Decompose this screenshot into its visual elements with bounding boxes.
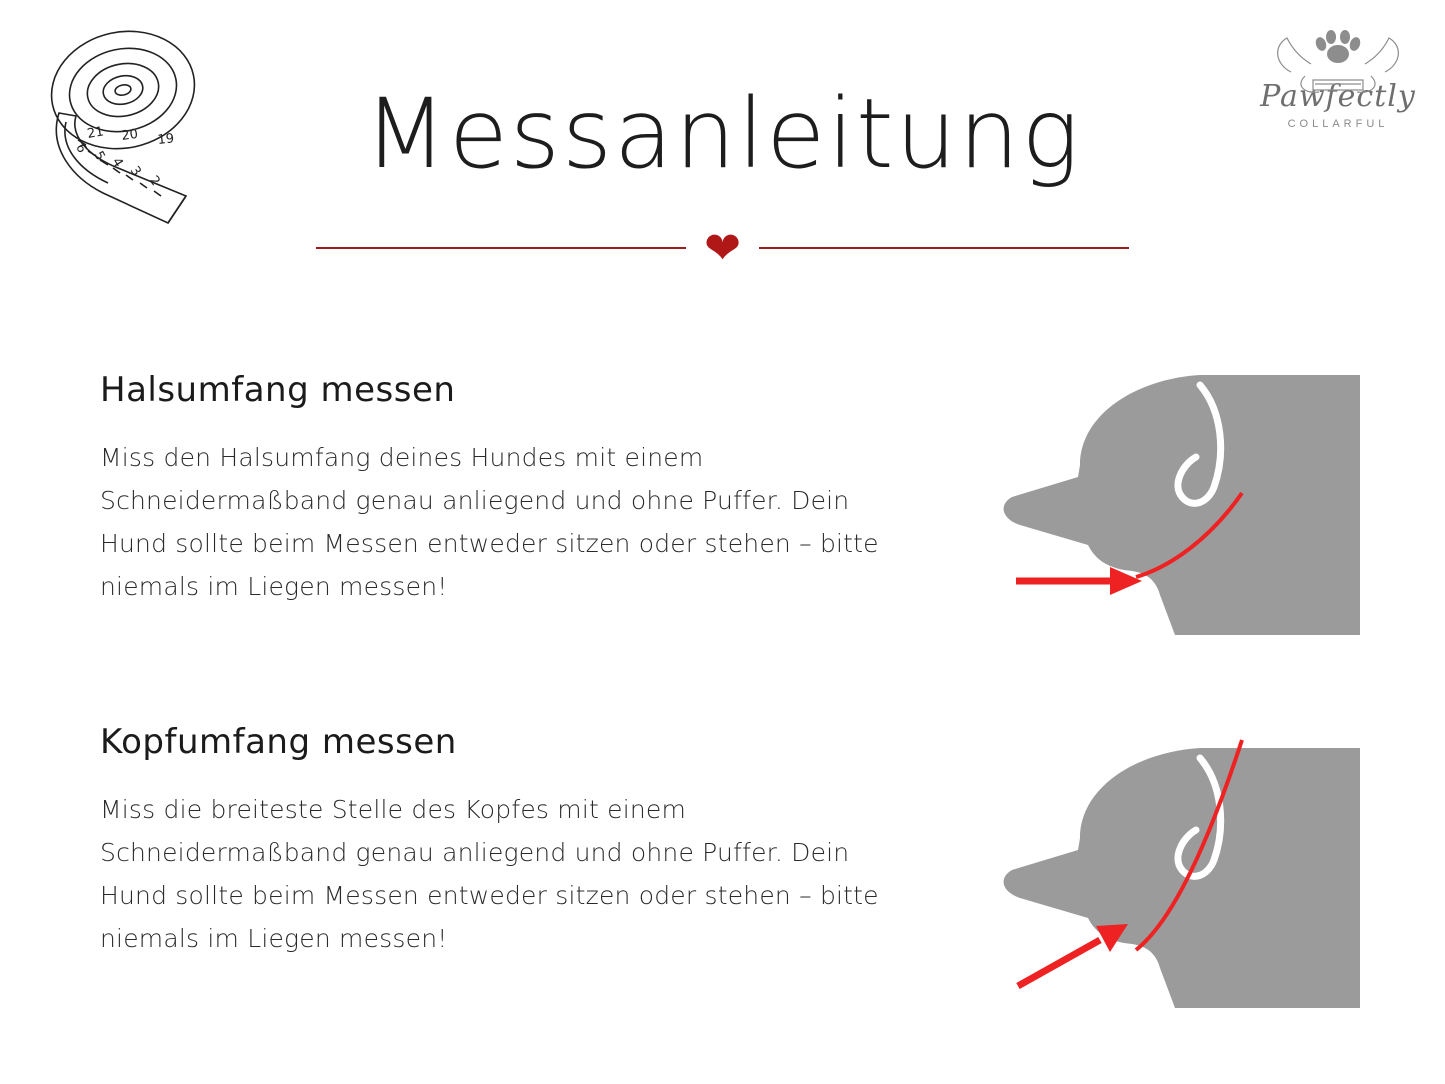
- brand-tagline: COLLARFUL: [1287, 118, 1389, 130]
- section-heading: Kopfumfang messen: [100, 722, 457, 762]
- section-neck-measure: [100, 370, 900, 608]
- section-head-measure: [100, 722, 900, 960]
- arrow-icon: [1016, 567, 1142, 595]
- section-body: Miss die breiteste Stelle des Kopfes mit einem Schneidermaßband genau anliegend und ohne Puffer. Dein Hund sollte beim Messen entweder sitzen oder stehen – bitte niemals im Liegen messen!: [100, 795, 879, 953]
- brand-name: Pawfectly: [1260, 79, 1416, 114]
- dog-neck-diagram: [960, 345, 1380, 645]
- divider-line-right: [759, 247, 1129, 249]
- heart-icon: ❤: [704, 224, 741, 273]
- svg-text:3: 3: [126, 163, 144, 180]
- svg-text:2: 2: [145, 173, 163, 189]
- dog-head-diagram: [960, 718, 1380, 1018]
- svg-text:4: 4: [108, 155, 126, 171]
- svg-text:20: 20: [120, 126, 139, 144]
- section-body: Miss den Halsumfang deines Hundes mit einem Schneidermaßband genau anliegend und ohne Puffer. Dein Hund sollte beim Messen entweder sitzen oder stehen – bitte niemals im Liegen messen!: [100, 443, 879, 601]
- svg-text:21: 21: [86, 124, 105, 142]
- divider-line-left: [316, 247, 686, 249]
- svg-text:5: 5: [90, 148, 108, 164]
- svg-text:6: 6: [72, 141, 90, 156]
- svg-text:19: 19: [156, 131, 175, 148]
- title-divider: [0, 224, 1445, 273]
- section-heading: Halsumfang messen: [100, 370, 456, 410]
- arrow-icon: [1018, 924, 1128, 986]
- page-title: Messanleitung: [364, 78, 1081, 190]
